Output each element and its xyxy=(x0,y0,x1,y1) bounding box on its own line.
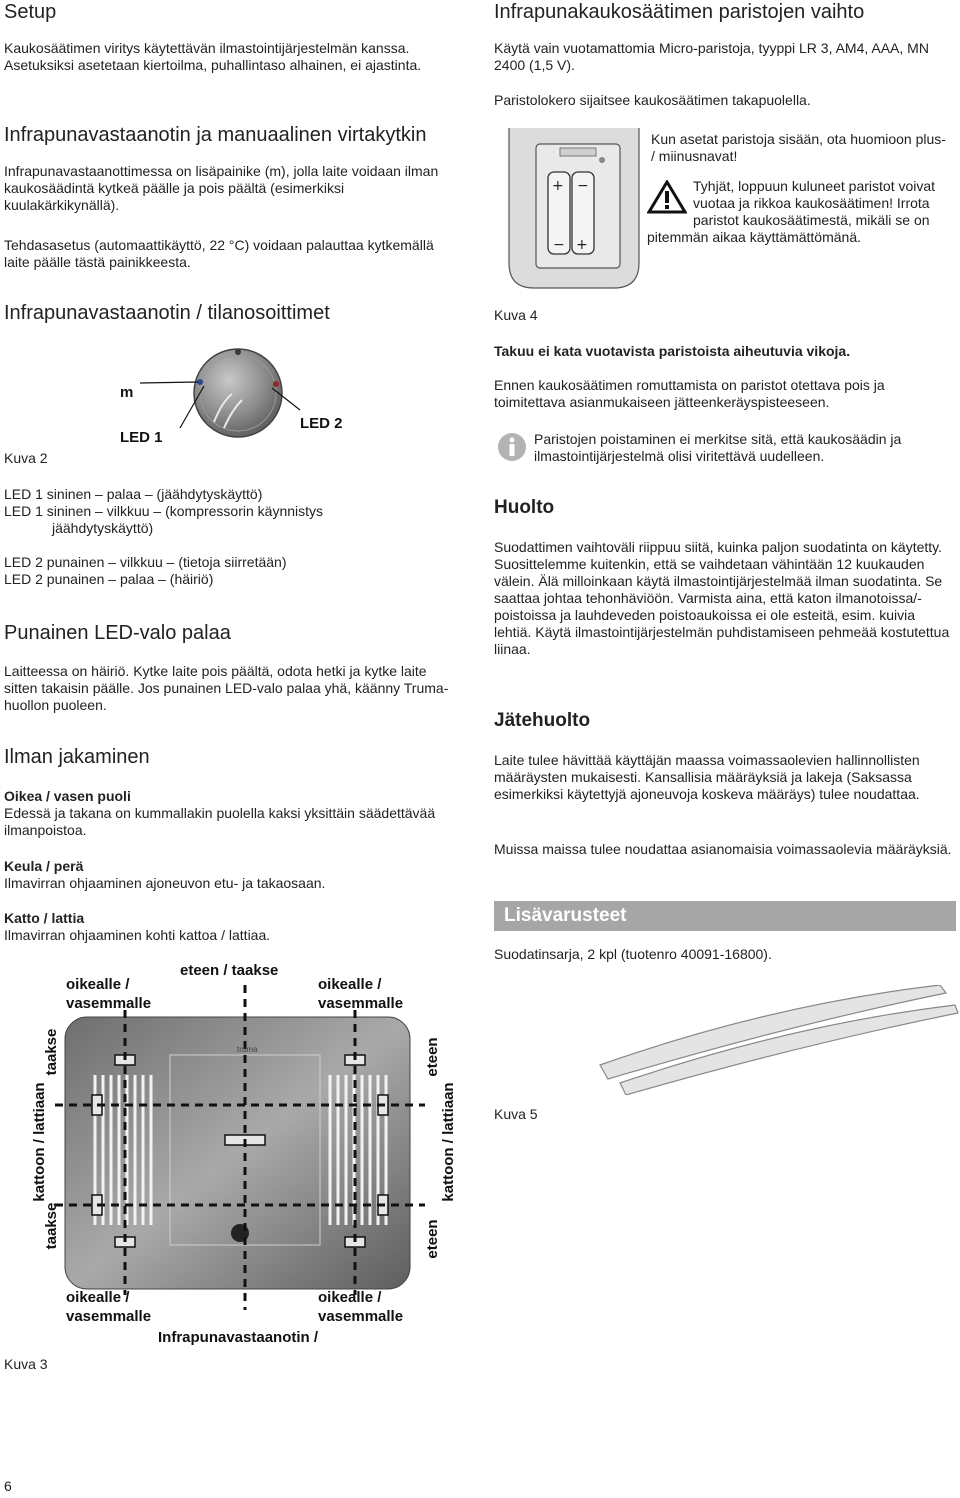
label-led1: LED 1 xyxy=(120,429,163,446)
knob-body xyxy=(194,349,282,437)
warning-text: Tyhjät, loppuun kuluneet paristot voivat vuotaa ja rikkoa kaukosäätimen! Irrota paristot kaukosäätimestä, mikäli se on pitemmän aikaa käyttämättömänä. xyxy=(647,178,936,245)
label-top-left: oikealle / vasemmalle xyxy=(66,976,152,1012)
label-back-top: taakse xyxy=(43,1028,60,1076)
figure-2-label: Kuva 2 xyxy=(4,450,48,466)
receiver-diagram xyxy=(0,330,480,470)
label-receiver: Infrapunavastaanotin / xyxy=(158,1329,319,1346)
figure-3-label: Kuva 3 xyxy=(4,1356,48,1372)
air-item-text: Ilmavirran ohjaaminen ajoneuvon etu- ja takaosaan. xyxy=(4,875,326,891)
waste-text-1: Laite tulee hävittää käyttäjän maassa voimassaolevien hallinnollisten määräysten mukaisesti. Kansallisia määräyksiä ja lakeja (Saksassa esimerkiksi käytettyjä ajoneuvoja koskeva määräys) tulee noudattaa. xyxy=(494,752,920,802)
accessories-title: Lisävarusteet xyxy=(494,901,956,931)
label-bottom-left: oikealle / vasemmalle xyxy=(66,1289,152,1325)
truma-logo: truma xyxy=(237,1045,258,1054)
svg-text:−: − xyxy=(553,237,565,253)
disposal-text: Ennen kaukosäätimen romuttamista on paristot otettava pois ja toimitettava asianmukaiseen jätteenkeräyspisteeseen. xyxy=(494,377,885,410)
warning-block xyxy=(647,178,947,246)
air-item-label: Katto / lattia xyxy=(4,910,85,926)
page-number: 6 xyxy=(4,1478,12,1494)
air-item-label: Keula / perä xyxy=(4,858,84,874)
battery-title: Infrapunakaukosäätimen paristojen vaihto xyxy=(494,1,865,23)
setup-text: Kaukosäätimen viritys käytettävän ilmastointijärjestelmän kanssa. Asetuksiksi asetetaan kiertoilma, puhallintaso alhainen, ei ajastinta. xyxy=(4,40,422,73)
label-ceiling-floor-left: kattoon / lattiaan xyxy=(31,1082,48,1202)
red-led-text: Laitteessa on häiriö. Kytke laite pois päältä, odota hetki ja kytke laite sitten takaisin päälle. Jos punainen LED-valo palaa yhä, käänny Truma-huollon puoleen. xyxy=(4,663,449,713)
label-bottom-right: oikealle / vasemmalle xyxy=(318,1289,404,1325)
battery-text-1: Käytä vain vuotamattomia Micro-paristoja, tyyppi LR 3, AM4, AAA, MN 2400 (1,5 V). xyxy=(494,40,929,73)
polarity-note: Kun asetat paristoja sisään, ota huomioon plus- / miinusnavat! xyxy=(651,131,946,164)
receiver-text-2: Tehdasasetus (automaattikäyttö, 22 °C) voidaan palauttaa kytkemällä laite päälle tästä painikkeesta. xyxy=(4,237,434,270)
receiver-title: Infrapunavastaanotin ja manuaalinen virtakytkin xyxy=(4,124,427,146)
label-front-back: eteen / taakse xyxy=(180,962,279,979)
led-line: jäähdytyskäyttö) xyxy=(52,520,154,536)
air-title: Ilman jakaminen xyxy=(4,746,150,768)
service-title: Huolto xyxy=(494,497,555,518)
button-m xyxy=(235,349,241,355)
accessories-text: Suodatinsarja, 2 kpl (tuotenro 40091-16800). xyxy=(494,946,772,962)
figure-2 xyxy=(0,330,480,470)
led-status-list xyxy=(4,486,474,588)
air-item-text: Ilmavirran ohjaaminen kohti kattoa / lattiaa. xyxy=(4,927,271,943)
figure-4-label: Kuva 4 xyxy=(494,307,538,323)
air-item xyxy=(4,788,459,839)
air-item xyxy=(4,858,459,892)
figure-3 xyxy=(0,955,480,1375)
info-text: Paristojen poistaminen ei merkitse sitä, että kaukosäädin ja ilmastointijärjestelmä olisi viritettävä uudelleen. xyxy=(534,431,902,464)
led-line: LED 1 sininen – palaa – (jäähdytyskäyttö) xyxy=(4,486,263,502)
led-2 xyxy=(273,381,279,387)
right-column xyxy=(494,0,956,1000)
svg-text:−: − xyxy=(577,178,589,194)
label-front-top: eteen xyxy=(424,1037,441,1077)
setup-title: Setup xyxy=(4,1,57,23)
red-led-title: Punainen LED-valo palaa xyxy=(4,622,231,644)
label-back-bottom: taakse xyxy=(43,1202,60,1250)
label-front-bottom: eteen xyxy=(424,1219,441,1259)
service-text: Suodattimen vaihtoväli riippuu siitä, kuinka paljon suodatinta on käytetty. Suosittelemme kuitenkin, että se vaihdetaan vähintään 12 kuukauden välein. Älä milloinkaan käytä ilmastointijärjestelmää ilman suodatinta. Se saattaa johtaa tehonhäviöön. Varmista aina, että katon ilmanotoissa/-poistoissa ja lauhdeveden poistoaukoissa ei ole esteitä, esim. kuivia lehtiä. Käytä ilmastointijärjestelmän puhdistamiseen pehmeää kostutettua liinaa. xyxy=(494,539,950,657)
led-line: LED 2 punainen – palaa – (häiriö) xyxy=(4,571,214,587)
led-line: LED 2 punainen – vilkkuu – (tietoja siirretään) xyxy=(4,554,287,570)
label-m: m xyxy=(120,384,134,401)
figure-5-label: Kuva 5 xyxy=(494,1106,538,1122)
warning-icon xyxy=(647,180,687,214)
svg-text:+: + xyxy=(576,237,588,253)
led-line: LED 1 sininen – vilkkuu – (kompressorin käynnistys xyxy=(4,503,324,519)
label-led2: LED 2 xyxy=(300,415,343,432)
receiver-text-1: Infrapunavastaanottimessa on lisäpainike (m), jolla laite voidaan ilman kaukosäädintä kytkeä päälle ja pois päältä (esimerkiksi kuulakärkikynällä). xyxy=(4,163,439,213)
battery-compartment-diagram xyxy=(504,128,646,293)
waste-title: Jätehuolto xyxy=(494,710,591,731)
air-item-text: Edessä ja takana on kummallakin puolella kaksi yksittäin säädettävää ilmanpoistoa. xyxy=(4,805,436,838)
label-top-right: oikealle / vasemmalle xyxy=(318,976,404,1012)
battery-text-2: Paristolokero sijaitsee kaukosäätimen takapuolella. xyxy=(494,92,811,108)
label-ceiling-floor-right: kattoon / lattiaan xyxy=(440,1082,457,1202)
svg-text:+: + xyxy=(552,178,564,194)
warranty-note: Takuu ei kata vuotavista paristoista aiheutuvia vikoja. xyxy=(494,343,851,359)
air-item xyxy=(4,910,459,944)
waste-text-2: Muissa maissa tulee noudattaa asianomaisia voimassaolevia määräyksiä. xyxy=(494,841,952,857)
info-icon xyxy=(497,432,527,462)
air-item-label: Oikea / vasen puoli xyxy=(4,788,131,804)
filter-set-diagram xyxy=(590,985,960,1095)
indicators-title: Infrapunavastaanotin / tilanosoittimet xyxy=(4,302,330,324)
